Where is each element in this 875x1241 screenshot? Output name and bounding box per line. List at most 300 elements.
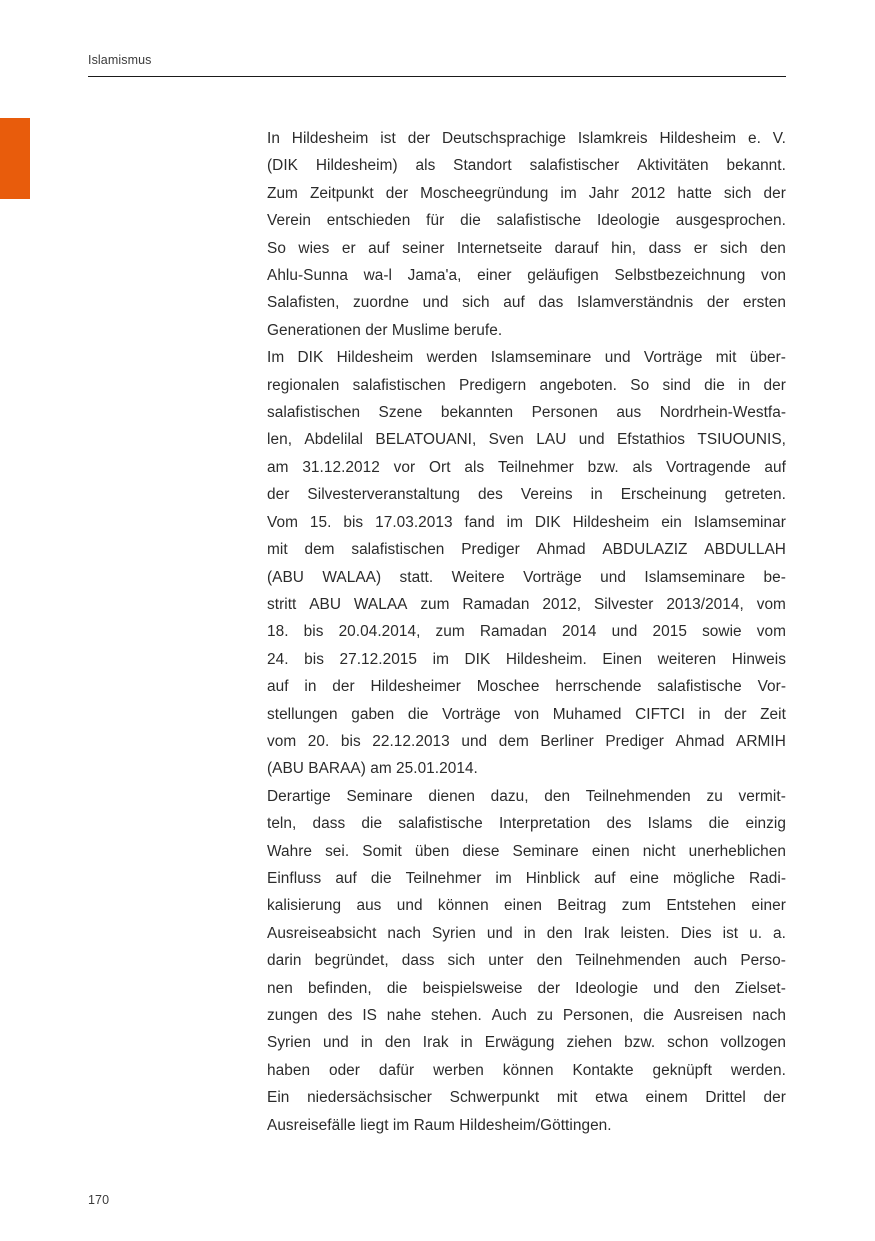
text-word: im bbox=[495, 869, 512, 887]
text-line bbox=[267, 125, 786, 152]
text-word: Islamseminare bbox=[644, 568, 746, 586]
text-word: Ahmad bbox=[536, 541, 586, 559]
text-word: unerheblichen bbox=[688, 842, 786, 860]
text-word: len, bbox=[267, 431, 293, 449]
text-word: der bbox=[763, 376, 786, 394]
text-word: Seminare bbox=[512, 842, 579, 860]
text-word: der bbox=[537, 979, 561, 997]
text-word: die bbox=[386, 979, 408, 997]
text-word: auf bbox=[335, 869, 357, 887]
text-word: und bbox=[600, 568, 626, 586]
text-word: salafistische bbox=[398, 815, 483, 833]
text-word: den bbox=[694, 979, 720, 997]
text-word: die bbox=[708, 815, 730, 833]
text-word: Interpretation bbox=[498, 815, 591, 833]
text-line bbox=[267, 646, 786, 673]
text-word: 2012 bbox=[630, 184, 666, 202]
text-line bbox=[267, 289, 786, 316]
text-word: von bbox=[761, 267, 786, 285]
text-word: Verein bbox=[267, 212, 311, 230]
text-word: e. bbox=[747, 130, 761, 147]
text-word: IS bbox=[362, 1007, 377, 1024]
text-word: wies bbox=[298, 239, 330, 257]
text-word: als bbox=[464, 458, 485, 476]
text-word: angeboten. bbox=[539, 376, 617, 394]
text-word: nach bbox=[387, 924, 421, 942]
text-word: Islamseminar bbox=[693, 513, 786, 531]
text-word: Ort bbox=[429, 458, 451, 476]
text-word: Wahre bbox=[267, 842, 313, 860]
text-word: ersten bbox=[742, 294, 786, 312]
text-word: nahe bbox=[386, 1007, 422, 1024]
text-line bbox=[267, 618, 786, 645]
text-word: Hinblick bbox=[525, 869, 581, 887]
text-line bbox=[267, 1057, 786, 1084]
text-word: Vom bbox=[267, 513, 298, 531]
text-line bbox=[267, 399, 786, 426]
text-line bbox=[267, 947, 786, 974]
text-word: für bbox=[426, 212, 445, 230]
text-line bbox=[267, 344, 786, 371]
text-word: etwa bbox=[595, 1089, 628, 1107]
text-word: oder bbox=[328, 1061, 360, 1079]
text-line bbox=[267, 701, 786, 728]
text-word: in bbox=[460, 1034, 473, 1052]
text-word: Syrien bbox=[431, 924, 476, 942]
text-line bbox=[267, 262, 786, 289]
text-word: Entstehen bbox=[666, 897, 737, 915]
text-word: in bbox=[304, 678, 317, 696]
text-word: werden. bbox=[730, 1061, 786, 1079]
text-word: Deutschsprachige bbox=[441, 130, 566, 147]
text-word: wa-l bbox=[363, 267, 393, 285]
header-divider-rule bbox=[88, 76, 786, 77]
text-word: Teilnehmenden bbox=[575, 952, 681, 970]
text-line bbox=[267, 454, 786, 481]
text-word: ABU bbox=[309, 595, 342, 613]
text-word: DIK bbox=[534, 513, 561, 531]
paragraph-1 bbox=[267, 125, 786, 344]
text-word: bekannt. bbox=[726, 157, 786, 175]
text-word: vom bbox=[267, 732, 297, 750]
text-word: als bbox=[632, 458, 653, 476]
text-word: Predigern bbox=[459, 376, 527, 394]
text-line bbox=[267, 509, 786, 536]
text-line bbox=[267, 1029, 786, 1056]
text-word: Ausreisen bbox=[673, 1007, 743, 1024]
text-word: Ausreiseabsicht bbox=[267, 924, 377, 942]
text-word: Erwägung bbox=[484, 1034, 555, 1052]
text-word: und bbox=[653, 979, 679, 997]
text-word: Prediger bbox=[461, 541, 520, 559]
text-word: Vortragende bbox=[666, 458, 751, 476]
text-word: Hildesheimer bbox=[370, 678, 461, 696]
text-word: Ahlu-Sunna bbox=[267, 267, 348, 285]
text-word: dienen bbox=[428, 787, 475, 805]
text-line bbox=[267, 920, 786, 947]
text-word: Einen bbox=[602, 650, 643, 668]
text-word: geläufigen bbox=[527, 267, 599, 285]
text-word: Salafisten, bbox=[267, 294, 340, 312]
text-word: ein bbox=[661, 513, 682, 531]
text-word: Szene bbox=[378, 404, 423, 422]
text-word: getreten. bbox=[724, 486, 786, 504]
text-word: salafistischen bbox=[267, 404, 361, 422]
text-word: sowie bbox=[702, 623, 742, 641]
text-line bbox=[267, 865, 786, 892]
text-word: Islamkreis bbox=[577, 130, 648, 147]
text-word: die bbox=[643, 1007, 664, 1024]
text-word: Silvester bbox=[593, 595, 654, 613]
text-line bbox=[267, 426, 786, 453]
text-word: bis bbox=[340, 732, 361, 750]
text-word: dem bbox=[304, 541, 335, 559]
text-word: Jahr bbox=[588, 184, 619, 202]
text-line bbox=[267, 591, 786, 618]
text-word: die bbox=[370, 869, 392, 887]
text-word: über- bbox=[749, 349, 786, 367]
text-word: können bbox=[437, 897, 489, 915]
text-word: DIK bbox=[297, 349, 324, 367]
text-word: vor bbox=[393, 458, 416, 476]
text-word: (ABU bbox=[267, 568, 304, 586]
text-word: Ramadan bbox=[479, 623, 547, 641]
text-word: und bbox=[422, 294, 449, 312]
text-word: herrschende bbox=[555, 678, 642, 696]
text-word: Hildesheim bbox=[336, 349, 414, 367]
text-word: Moschee bbox=[476, 678, 540, 696]
text-word: und bbox=[486, 924, 513, 942]
text-line bbox=[267, 783, 786, 810]
text-word: 2014 bbox=[562, 623, 597, 641]
text-word: bis bbox=[343, 513, 364, 531]
chapter-tab-marker bbox=[0, 118, 30, 199]
text-word: von bbox=[514, 705, 540, 723]
text-word: Ideologie bbox=[596, 212, 660, 230]
text-word: mit bbox=[715, 349, 737, 367]
text-word: nen bbox=[267, 979, 293, 997]
text-word: der bbox=[385, 184, 409, 202]
text-word: auf bbox=[594, 869, 616, 887]
text-word: und bbox=[461, 732, 488, 750]
text-word: auf bbox=[764, 458, 786, 476]
text-word: einem bbox=[645, 1089, 688, 1107]
text-word: auch bbox=[693, 952, 728, 970]
text-word: auf bbox=[368, 239, 390, 257]
text-word: 24. bbox=[267, 650, 289, 668]
text-word: bekannten bbox=[440, 404, 514, 422]
text-word: V. bbox=[772, 130, 786, 147]
text-word: Islams bbox=[647, 815, 693, 833]
text-word: Silvesterveranstaltung bbox=[307, 486, 460, 504]
text-word: der bbox=[763, 1089, 786, 1107]
text-word: die bbox=[361, 815, 383, 833]
text-word: der bbox=[267, 486, 290, 504]
text-word: mit bbox=[267, 541, 288, 559]
text-word: Ein bbox=[267, 1089, 290, 1107]
text-word: In bbox=[267, 130, 280, 147]
text-word: Einfluss bbox=[267, 869, 322, 887]
text-word: das bbox=[538, 294, 564, 312]
text-word: Somit bbox=[362, 842, 402, 860]
text-word: die bbox=[460, 212, 481, 230]
text-word: Selbstbezeichnung bbox=[614, 267, 746, 285]
text-word: 2013/2014, bbox=[666, 595, 744, 613]
text-word: Kontakte bbox=[572, 1061, 634, 1079]
text-word: den bbox=[544, 787, 571, 805]
text-word: vom bbox=[756, 595, 786, 613]
text-word: stehen. bbox=[431, 1007, 482, 1024]
text-word: Vor- bbox=[757, 678, 786, 696]
text-word: salafistischen bbox=[352, 376, 446, 394]
text-word: werden bbox=[426, 349, 478, 367]
text-line bbox=[267, 180, 786, 207]
text-word: ist bbox=[722, 924, 739, 942]
text-word: hatte bbox=[677, 184, 712, 202]
text-word: einer bbox=[477, 267, 512, 285]
text-word: 31.12.2012 bbox=[302, 458, 380, 476]
text-word: Irak bbox=[422, 1034, 449, 1052]
text-word: der bbox=[706, 294, 730, 312]
text-word: und bbox=[322, 1034, 349, 1052]
paragraph-3 bbox=[267, 783, 786, 1139]
text-word: dem bbox=[498, 732, 529, 750]
text-line bbox=[267, 207, 786, 234]
text-word: bzw. bbox=[587, 458, 619, 476]
text-word: Standort bbox=[453, 157, 512, 175]
text-word: ABDULLAH bbox=[704, 541, 786, 559]
text-word: zu bbox=[536, 1007, 554, 1024]
text-word: sind bbox=[662, 376, 691, 394]
text-word: diese bbox=[462, 842, 500, 860]
text-word: ARMIH bbox=[736, 732, 786, 750]
text-word: Hinweis bbox=[731, 650, 786, 668]
text-word: regionalen bbox=[267, 376, 340, 394]
text-word: Seminare bbox=[346, 787, 413, 805]
text-word: salafistischen bbox=[351, 541, 445, 559]
text-line bbox=[267, 235, 786, 262]
text-line bbox=[267, 838, 786, 865]
text-word: Hildesheim. bbox=[505, 650, 587, 668]
text-word: fand bbox=[464, 513, 495, 531]
text-word: und bbox=[604, 349, 631, 367]
text-word: bis bbox=[304, 650, 324, 668]
text-word: darauf bbox=[554, 239, 599, 257]
text-word: Moscheegründung bbox=[420, 184, 549, 202]
text-word: (DIK bbox=[267, 157, 298, 175]
text-word: 18. bbox=[267, 623, 289, 641]
text-word: gaben bbox=[351, 705, 395, 723]
text-word: schon bbox=[667, 1034, 709, 1052]
text-word: und bbox=[578, 431, 605, 449]
text-word: Dies bbox=[680, 924, 712, 942]
text-line bbox=[267, 481, 786, 508]
text-word: unter bbox=[488, 952, 524, 970]
text-line: Generationen der Muslime berufe. bbox=[267, 321, 503, 339]
text-word: So bbox=[630, 376, 650, 394]
text-word: salafistischer bbox=[529, 157, 620, 175]
text-word: als bbox=[415, 157, 436, 175]
text-line: (ABU BARAA) am 25.01.2014. bbox=[267, 760, 478, 778]
text-word: Hildesheim) bbox=[315, 157, 398, 175]
text-word: und bbox=[396, 897, 423, 915]
text-line: Ausreisefälle liegt im Raum Hildesheim/Göttingen. bbox=[267, 1116, 612, 1134]
text-line bbox=[267, 372, 786, 399]
text-word: Radi- bbox=[748, 869, 786, 887]
text-word: den bbox=[546, 924, 573, 942]
text-word: seiner bbox=[402, 239, 445, 257]
text-word: Berliner bbox=[540, 732, 594, 750]
text-word: Vorträge bbox=[442, 705, 501, 723]
text-word: DIK bbox=[464, 650, 491, 668]
text-word: einen bbox=[504, 897, 542, 915]
text-word: 27.12.2015 bbox=[339, 650, 418, 668]
text-word: 17.03.2013 bbox=[375, 513, 453, 531]
text-word: stellungen bbox=[267, 705, 338, 723]
text-word: Hildesheim bbox=[572, 513, 650, 531]
text-word: im bbox=[506, 513, 523, 531]
text-line bbox=[267, 728, 786, 755]
text-word: 22.12.2013 bbox=[372, 732, 450, 750]
text-line bbox=[267, 975, 786, 1002]
text-word: salafistische bbox=[657, 678, 742, 696]
text-word: vom bbox=[756, 623, 786, 641]
text-word: Ahmad bbox=[675, 732, 725, 750]
text-word: Beitrag bbox=[557, 897, 607, 915]
text-line bbox=[267, 1002, 786, 1029]
text-word: aus bbox=[356, 897, 382, 915]
text-word: Drittel bbox=[705, 1089, 746, 1107]
text-word: bis bbox=[303, 623, 324, 641]
text-word: stritt bbox=[267, 595, 297, 613]
running-header-title: Islamismus bbox=[88, 53, 152, 67]
text-word: darin bbox=[267, 952, 302, 970]
text-word: des bbox=[606, 815, 632, 833]
text-word: den bbox=[536, 952, 563, 970]
text-word: LAU bbox=[536, 431, 567, 449]
text-word: Syrien bbox=[267, 1034, 311, 1052]
text-line bbox=[267, 152, 786, 179]
text-word: des bbox=[327, 1007, 353, 1024]
text-word: er bbox=[341, 239, 356, 257]
text-word: auf bbox=[267, 678, 289, 696]
text-word: zu bbox=[706, 787, 723, 805]
text-word: leisten. bbox=[620, 924, 670, 942]
text-word: er bbox=[693, 239, 708, 257]
text-word: sich bbox=[462, 294, 490, 312]
text-word: aus bbox=[616, 404, 642, 422]
text-word: und bbox=[611, 623, 638, 641]
running-header bbox=[88, 52, 786, 77]
text-word: zum bbox=[420, 595, 450, 613]
text-word: 20. bbox=[307, 732, 330, 750]
text-word: Abdelilal bbox=[304, 431, 364, 449]
text-word: des bbox=[477, 486, 503, 504]
text-line bbox=[267, 1084, 786, 1111]
text-word: be- bbox=[763, 568, 786, 586]
text-word: auf bbox=[503, 294, 525, 312]
text-word: in bbox=[523, 924, 536, 942]
text-word: Zielset- bbox=[735, 979, 786, 997]
text-word: u. bbox=[749, 924, 763, 942]
text-word: einzig bbox=[745, 815, 786, 833]
text-word: Vorträge bbox=[523, 568, 582, 586]
text-word: BELATOUANI, bbox=[375, 431, 477, 449]
text-line bbox=[267, 673, 786, 700]
text-word: die bbox=[704, 376, 725, 394]
text-word: entschieden bbox=[326, 212, 411, 230]
text-word: Efstathios bbox=[616, 431, 686, 449]
text-word: zum bbox=[435, 623, 465, 641]
text-word: Ramadan bbox=[462, 595, 530, 613]
text-word: nicht bbox=[642, 842, 676, 860]
text-word: Prediger bbox=[605, 732, 664, 750]
text-word: sich bbox=[447, 952, 476, 970]
text-word: den bbox=[384, 1034, 411, 1052]
text-word: ABDULAZIZ bbox=[602, 541, 688, 559]
text-word: Islamseminare bbox=[490, 349, 592, 367]
paragraph-2 bbox=[267, 344, 786, 783]
text-word: ziehen bbox=[566, 1034, 613, 1052]
text-word: Hildesheim bbox=[659, 130, 737, 147]
text-word: Perso- bbox=[740, 952, 786, 970]
text-word: Jama'a, bbox=[407, 267, 462, 285]
text-word: in bbox=[360, 1034, 373, 1052]
text-word: Vorträge bbox=[643, 349, 703, 367]
text-word: zungen bbox=[267, 1007, 318, 1024]
text-word: werben bbox=[433, 1061, 484, 1079]
text-word: Aktivitäten bbox=[637, 157, 709, 175]
text-word: Hildesheim bbox=[291, 130, 369, 147]
text-word: salafistische bbox=[496, 212, 582, 230]
text-word: Im bbox=[267, 349, 285, 367]
text-word: nach bbox=[752, 1007, 786, 1024]
text-word: in bbox=[698, 705, 711, 723]
text-word: weiteren bbox=[657, 650, 717, 668]
text-word: den bbox=[760, 239, 786, 257]
page-number: 170 bbox=[88, 1193, 110, 1207]
text-word: können bbox=[502, 1061, 554, 1079]
text-word: Derartige bbox=[267, 787, 331, 805]
text-word: mögliche bbox=[672, 869, 735, 887]
text-line bbox=[267, 536, 786, 563]
text-word: im bbox=[432, 650, 449, 668]
text-word: TSIUOUNIS, bbox=[697, 431, 786, 449]
text-word: sei. bbox=[325, 842, 350, 860]
text-word: teln, bbox=[267, 815, 297, 833]
text-word: die bbox=[407, 705, 429, 723]
text-word: Nordrhein-Westfa- bbox=[659, 404, 786, 422]
text-word: Erscheinung bbox=[620, 486, 707, 504]
text-word: der bbox=[763, 184, 786, 202]
text-word: 2015 bbox=[652, 623, 687, 641]
text-line bbox=[267, 564, 786, 591]
text-word: haben bbox=[267, 1061, 311, 1079]
text-word: Personen bbox=[531, 404, 598, 422]
text-word: So bbox=[267, 239, 286, 257]
text-word: am bbox=[267, 458, 289, 476]
text-word: dass bbox=[312, 815, 346, 833]
text-word: in bbox=[738, 376, 751, 394]
text-word: 2012, bbox=[542, 595, 582, 613]
text-word: Auch bbox=[491, 1007, 527, 1024]
text-word: mit bbox=[556, 1089, 578, 1107]
text-word: üben bbox=[414, 842, 450, 860]
text-word: 20.04.2014, bbox=[338, 623, 421, 641]
text-word: der bbox=[407, 130, 431, 147]
text-word: bzw. bbox=[624, 1034, 656, 1052]
text-word: dafür bbox=[378, 1061, 415, 1079]
